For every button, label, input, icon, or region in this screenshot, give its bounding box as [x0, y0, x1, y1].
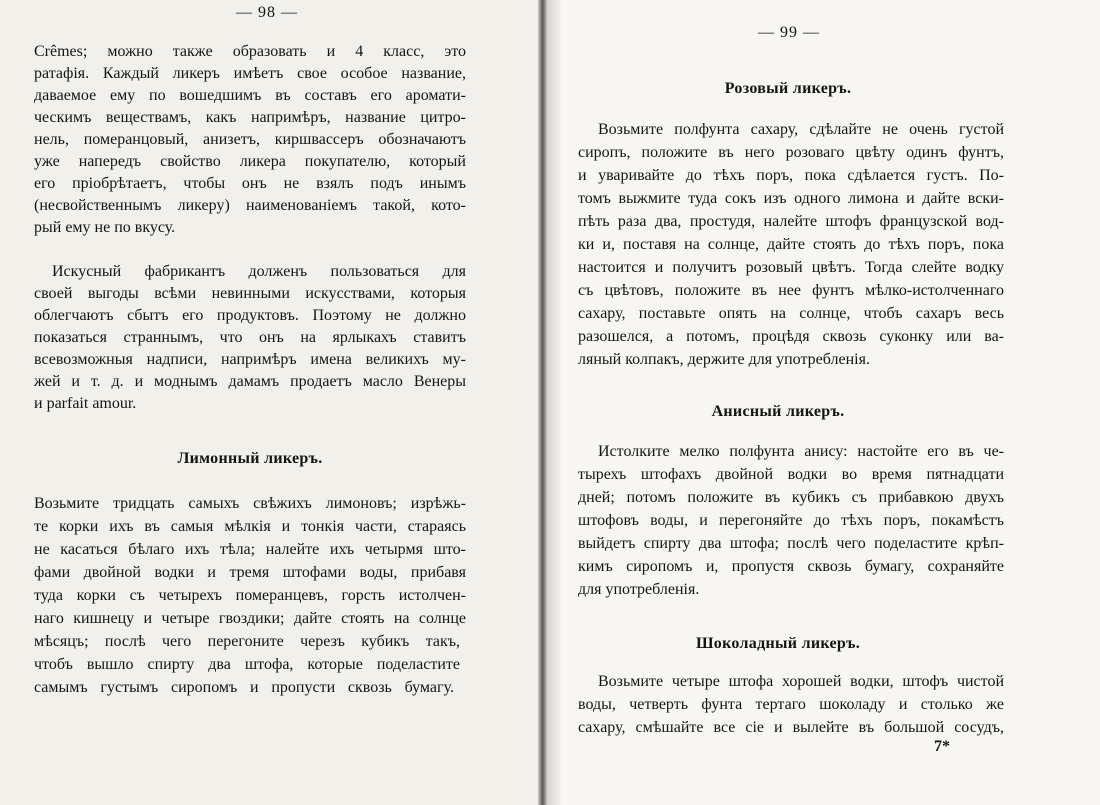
text-line: Искусный фабрикантъ долженъ пользоваться для	[52, 263, 466, 280]
text-line: Истолките мелко полфунта анису: настойте его въ че-	[598, 443, 1004, 460]
text-line: сахару, поставьте опять на солнце, чтобъ сахаръ весь	[578, 305, 1004, 322]
text-line: уже напередъ свойство ликера покупателю, который	[34, 153, 466, 170]
text-line: всевозможныя надписи, напримѣръ имена великихъ му-	[34, 351, 466, 368]
section-heading-lemon: Лимонный ликеръ.	[177, 450, 323, 467]
text-line: воды, четверть фунта тертаго шоколаду и столько же	[578, 696, 1004, 713]
text-line: (несвойственнымъ ликеру) наименованіемъ такой, кото-	[34, 197, 466, 214]
page-number-right: — 99 —	[758, 24, 820, 41]
text-line: самымъ густымъ сиропомъ и пропусти сквозь бумагу.	[34, 679, 454, 696]
text-line: тырехъ штофахъ двойной водки во время пятнадцати	[578, 466, 1004, 483]
section-heading-anise: Анисный ликеръ.	[711, 403, 845, 420]
text-line: Возьмите тридцать самыхъ свѣжихъ лимоновъ; изрѣжь-	[34, 495, 466, 512]
text-line: чтобъ вышло спирту два штофа, которые поделастите	[34, 656, 460, 673]
text-line: сахару, смѣшайте все сіе и вылейте въ большой сосудъ,	[578, 719, 1004, 736]
text-line: жей и т. д. и моднымъ дамамъ продаетъ масло Венеры	[34, 373, 466, 390]
signature-mark: 7*	[934, 738, 950, 755]
section-heading-rose: Розовый ликеръ.	[724, 80, 852, 97]
text-line: Crêmes; можно также образовать и 4 класс, это	[34, 43, 466, 60]
text-line: рый ему не по вкусу.	[34, 219, 176, 236]
text-line: томъ выжмите туда сокъ изъ одного лимона и дайте вски-	[578, 190, 1004, 207]
section-heading-chocolate: Шоколадный ликеръ.	[695, 635, 861, 652]
text-line: облегчаютъ сбытъ его продуктовъ. Поэтому не должно	[34, 307, 466, 324]
text-line: ратафія. Каждый ликеръ имѣетъ свое особое название,	[34, 65, 466, 82]
text-line: показаться страннымъ, что онъ на ярлыкахъ ставитъ	[34, 329, 466, 346]
text-line: Возьмите четыре штофа хорошей водки, штофъ чистой	[598, 673, 1004, 690]
text-line: ляный колпакъ, держите для употребленія.	[578, 351, 870, 368]
left-page	[0, 0, 538, 805]
text-line: съ цвѣтовъ, положите въ нее фунтъ мѣлко-истолченнаго	[578, 282, 1004, 299]
text-line: для употребленія.	[578, 581, 700, 598]
text-line: даваемое ему по вошедшимъ въ составъ его аромати-	[34, 87, 466, 104]
text-line: фами двойной водки и тремя штофами воды, прибавя	[34, 564, 466, 581]
text-line: ки и, поставя на солнце, дайте стоять до тѣхъ поръ, пока	[578, 236, 1004, 253]
text-line: пѣть раза два, простудя, налейте штофъ французской вод-	[578, 213, 1004, 230]
page-edge-shadow	[548, 0, 562, 805]
text-line: нель, померанцовый, анизетъ, киршвассеръ обозначаютъ	[34, 131, 466, 148]
text-line: туда корки съ четырехъ померанцевъ, горсть истолчен-	[34, 587, 466, 604]
right-page	[548, 0, 1100, 805]
text-line: наго кишнецу и четыре гвоздики; дайте стоять на солнце	[34, 610, 466, 627]
text-line: штофовъ воды, и перегоняйте до тѣхъ поръ, покамѣстъ	[578, 512, 1004, 529]
text-line: Возьмите полфунта сахару, сдѣлайте не очень густой	[598, 121, 1004, 138]
text-line: кимъ сиропомъ и, пропустя сквозь бумагу, сохраняйте	[578, 558, 1004, 575]
text-line: его пріобрѣтаетъ, чтобы онъ не взялъ подъ инымъ	[34, 175, 466, 192]
text-line: мѣсяцъ; послѣ чего перегоните черезъ кубикъ такъ,	[34, 633, 460, 650]
text-line: выйдетъ спирту два штофа; послѣ чего поделастите крѣп-	[578, 535, 1004, 552]
text-line: сиропъ, положите въ него розоваго цвѣту одинъ фунтъ,	[578, 144, 1004, 161]
text-line: не касаться бѣлаго ихъ тѣла; налейте ихъ четырмя што-	[34, 541, 466, 558]
text-line: и уваривайте до тѣхъ поръ, пока сдѣлается густъ. По-	[578, 167, 1004, 184]
book-gutter	[538, 0, 548, 805]
text-line: ческимъ веществамъ, какъ напримѣръ, название цитро-	[34, 109, 466, 126]
text-line: своей выгоды всѣми невинными искусствами, которыя	[34, 285, 466, 302]
text-line: настоится и получитъ розовый цвѣтъ. Тогда слейте водку	[578, 259, 1004, 276]
text-line: и parfait amour.	[34, 395, 137, 412]
page-number-left: — 98 —	[236, 4, 298, 21]
text-line: дней; потомъ положите въ кубикъ съ прибавкою двухъ	[578, 489, 1004, 506]
text-line: разошелся, а потомъ, процѣдя сквозь суконку или ва-	[578, 328, 1004, 345]
text-line: те корки ихъ въ самыя мѣлкія и тонкія части, стараясь	[34, 518, 466, 535]
